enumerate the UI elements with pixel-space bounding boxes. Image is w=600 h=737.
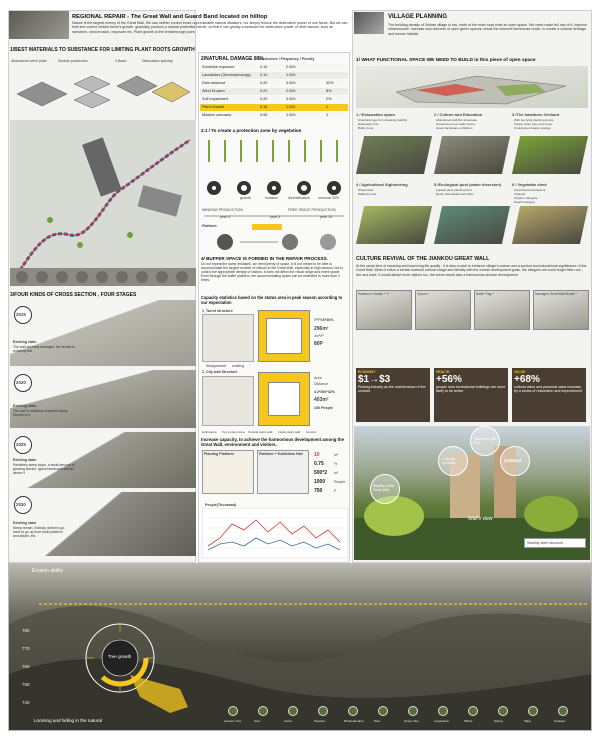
s1-label-4: Dislocation splicing — [142, 59, 173, 63]
plant-icon-label: Stipa — [524, 719, 531, 723]
erosion-title: Erosion ability — [32, 568, 64, 574]
plant-icon-label: Plants — [464, 719, 473, 723]
stat1-2: 296m² — [314, 326, 329, 332]
capacity-unit: m² — [334, 453, 339, 457]
plant-icon — [318, 706, 328, 716]
steel-structure-label: Stability steel structure — [527, 541, 564, 545]
stage-1-label: Existing state — [13, 340, 37, 344]
damage-name: Sunshine exposure — [202, 65, 235, 69]
stat-card-value: +56% — [436, 374, 462, 385]
stage-4-year: 2030 — [16, 502, 26, 507]
s3-title: 3/FOUR KINDS OF CROSS SECTION , FOUR STAGES — [10, 292, 137, 298]
veg-label-4: removal 20% — [318, 196, 339, 200]
stat-card-category: HEALTH — [436, 370, 450, 374]
stat-card-category: ECONOMY — [358, 370, 376, 374]
function-item: Abandoned wall film showcase — [436, 118, 478, 122]
stat1-4: 80P — [314, 341, 323, 347]
legend-b-2: Top surface Area — [222, 430, 245, 434]
culture-block — [356, 290, 412, 330]
culture-block-label: Battle Flag + — [476, 292, 494, 296]
function-title: 2 / Culture and Education — [434, 112, 483, 117]
visitor-chart-title: People(Thousand) — [205, 503, 237, 507]
city-wall-label: 2_City wall Structure — [202, 370, 238, 374]
plant-icon — [348, 706, 358, 716]
plant-icon — [438, 706, 448, 716]
damage-priority: 2% — [326, 97, 332, 101]
plant-icon — [228, 706, 238, 716]
tree-growth-label: Tree growth — [108, 654, 132, 659]
damage-priority: 8% — [326, 89, 332, 93]
capacity-unit: % — [334, 462, 338, 466]
function-item: Greenhouse tea made history — [436, 122, 476, 126]
function-item: Route (boardwalk and trails) — [436, 192, 474, 196]
function-title: 4 / Agricultural Sightseeing — [356, 182, 408, 187]
damage-frequency: 1.000 — [286, 73, 296, 77]
plant-icon — [528, 706, 538, 716]
stat-card-desc: Picking industry as the maintenance of the orchard — [358, 385, 426, 394]
plant-icon — [558, 706, 568, 716]
stage-2-year: 2020 — [16, 380, 26, 385]
panorama-caption: Looming and hiding in the natural — [34, 718, 102, 723]
stat-card — [434, 368, 508, 422]
platform-growth-diagram — [200, 232, 348, 252]
legend-b-5: Ground — [306, 430, 317, 434]
y-tick-770: 770 — [22, 646, 30, 651]
stat-card-value: $1→$3 — [358, 374, 391, 385]
damage-row — [200, 80, 348, 87]
culture-block-label: Sylvan + — [417, 292, 430, 296]
damage-row — [200, 104, 348, 111]
damage-frequency: 1.000 — [286, 105, 296, 109]
city-wall-diagram — [202, 376, 254, 426]
damage-name: Rain washout — [202, 81, 226, 85]
s1-label-3: 4 Basic — [115, 59, 127, 63]
culture-block — [474, 290, 530, 330]
plant-icon — [408, 706, 418, 716]
turret-plan-inner — [266, 318, 302, 354]
damage-priority: 1 — [326, 105, 329, 109]
capacity-unit: P — [334, 489, 337, 493]
function-item: Organic categorie — [514, 196, 538, 200]
plant-icon-label: Lespedeza — [434, 719, 449, 723]
damage-name: Mission corrosion — [202, 113, 232, 117]
culture-block-label: Hawthorn Garden + Y — [358, 292, 389, 296]
s1-title: 1/BEST MATERIALS TO SUBSTANCE FOR LIMITING PLANT ROOTS GROWTH — [10, 47, 195, 53]
function-item: Wheat field — [358, 188, 374, 192]
function-block-render — [434, 136, 510, 174]
damage-destructive: 0.20 — [260, 97, 268, 101]
stat-card — [512, 368, 586, 422]
damage-name: Landslides (Geomorphology) — [202, 73, 251, 77]
damage-destructive: 0.10 — [260, 73, 268, 77]
veg-label-2: invasion — [265, 196, 279, 200]
stage-2 — [10, 370, 196, 428]
damage-name: Soil Impairment — [202, 97, 229, 101]
plant-icon-label: Rhododendron — [344, 719, 364, 723]
function-item: Aquatic plant planting Pool — [436, 188, 472, 192]
function-item: Evacuation line — [358, 122, 379, 126]
plant-icon-label: Grasses — [554, 719, 566, 723]
stat-card-desc: people near recreational buildings are more likely to be active — [436, 385, 506, 394]
function-title: 3 /The hawthorn Orchard — [512, 112, 560, 117]
planting-platform-box — [202, 450, 254, 494]
stage-4 — [10, 492, 196, 556]
plant-icon-label: Spring — [494, 719, 503, 723]
legend-b-4: Inside stairs wall — [278, 430, 301, 434]
plant-icon-label: Grass Vine — [404, 719, 419, 723]
year-5: year 5 — [270, 215, 280, 219]
planting-platform-label: Planting Platform — [204, 452, 234, 456]
damage-row — [200, 72, 348, 79]
damage-row — [200, 88, 348, 95]
village-header-photo — [354, 12, 384, 34]
damage-name: Wind Erosion — [202, 89, 225, 93]
s2-title: 2/NATURAL DAMAGE 80% — [201, 56, 264, 62]
photo-label-3: Contrast — [504, 458, 522, 463]
damage-destructive: 0.10 — [260, 65, 268, 69]
stat-card-value: +68% — [514, 374, 540, 385]
damage-row — [200, 112, 348, 119]
stage-1 — [10, 300, 196, 366]
stage-1-year: 2015 — [16, 312, 26, 317]
stat2-2: Distance — [314, 382, 328, 386]
damage-frequency: 1.000 — [286, 113, 296, 117]
photo-caption: Wall's view — [468, 516, 493, 522]
stage-3 — [10, 432, 196, 488]
header-photo — [9, 11, 69, 39]
damage-frequency: 2.000 — [286, 89, 296, 93]
stage-1-desc: The wall severely damaged, the terrain is relatively flat — [13, 345, 75, 353]
function-item: Underground water storage — [514, 126, 551, 130]
city-wall-plan-inner — [268, 382, 300, 416]
cap-title: Capacity statistics based on the status area in peak season according to our expectation — [201, 295, 343, 305]
culture-block — [415, 290, 471, 330]
s4-text: Do not repeat the same mistakes, we need plenty of space .It is not meant to be able to accommodate the largest number of visitors to the Great Wall, especially in high season. but to control the appropriate density of visitors, it does not affect the visual range and event space. Even through the buffer platform, the accommodating space can be extended to more than 2 times. — [201, 262, 343, 283]
stat-card — [356, 368, 430, 422]
stat1-1: 7*7*16*36% — [314, 318, 334, 322]
function-title: 1 / Evacuation space — [356, 112, 396, 117]
left-title: REGIONAL REPAIR - The Great Wall and Guard Band located on hilltop — [72, 14, 268, 20]
plant-icon-label: Populus — [314, 719, 325, 723]
damage-destructive: 0.15 — [260, 105, 268, 109]
left-intro: Nature is the largest enemy of the Great Wall, We can neither control those unpredictable natural disasters, nor simply reduce the destructive power of one factor. But we can limit and control certain factor's growth, gradually produce a natural protective barrier, so that it can greatly counteract the destructive power of other factors, such as ramstorm, wind erosion, exposure etc. Plant growth is the breakthrough point. — [72, 21, 348, 34]
y-tick-750: 750 — [22, 682, 30, 687]
stat1-3: 4m²/P — [314, 334, 324, 338]
stage-3-desc: Relatively steep slope, a small amount of growing shrubs, typical destroyed tunnel above it — [13, 463, 75, 475]
window-production: WINDOW PRODUCTION — [202, 208, 243, 212]
function-item: Buffer zone — [358, 126, 374, 130]
damage-name: Plant Growth — [202, 105, 224, 109]
inc-title: Increase capacity, to achieve the harmonious development among the Great Wall, environment and visitors. — [201, 437, 344, 447]
stat2-4: 403m² — [314, 397, 329, 403]
plant-icon-label: Acer — [254, 719, 261, 723]
damage-frequency: 3.000 — [286, 81, 296, 85]
veg-label-3: diversification — [288, 196, 310, 200]
stage-2-label: Existing state — [13, 404, 37, 408]
damage-row — [200, 96, 348, 103]
stat2-5: 100 People — [314, 406, 333, 410]
damage-priority: 1 — [326, 113, 329, 117]
damage-destructive: 0.20 — [260, 89, 268, 93]
culture-block-label: Damaged Great Wall Model + — [535, 292, 577, 296]
stage-2-desc: The wall is relatively complete Many Shrubs in it — [13, 409, 68, 417]
damage-destructive: 0.20 — [260, 81, 268, 85]
culture-title: CULTURE REVIVAL OF THE JIANKOU GREAT WALL — [356, 256, 490, 262]
s2-cols: Destructive / Frequency / Priority — [258, 57, 315, 61]
function-item: Greenhouse framework — [514, 188, 546, 192]
steel-plate-diagram — [12, 64, 192, 119]
stat2-1: Area — [314, 376, 322, 380]
function-item: With low lying planting groove — [514, 118, 554, 122]
capacity-number: 500*2 — [314, 470, 328, 476]
legend-b-3: Outside stairs wall — [248, 430, 273, 434]
free-space-production: FREE SPACE PRODUCTION — [288, 208, 336, 212]
damage-frequency: 2.000 — [286, 65, 296, 69]
damage-row — [200, 64, 348, 71]
village-plan-drawing — [356, 66, 588, 108]
turret-label: 1_Turret structure — [202, 309, 233, 313]
capacity-number: 10 — [314, 452, 320, 458]
function-block-render — [356, 206, 432, 244]
capacity-number: 0.75 — [314, 461, 324, 467]
plant-icon-label: Lantern-Tree — [224, 719, 242, 723]
function-block-render — [356, 136, 432, 174]
legend-a-2: existing — [232, 364, 245, 368]
function-block-render — [434, 206, 510, 244]
capacity-number: 750 — [314, 488, 323, 494]
turret-diagram — [202, 314, 254, 362]
stat2-3: 4.2*300*32% — [314, 390, 335, 394]
legend-b-1: Embrasure — [202, 430, 217, 434]
photo-label-1: Education with Fun — [474, 437, 498, 445]
function-item: Green landscape exhibition — [436, 126, 473, 130]
function-item: Reach category — [514, 200, 536, 204]
damage-destructive: 0.06 — [260, 113, 268, 117]
village-intro: The building density of Xishan village is low, north of the main road exist an open space. We need make full use of it, improve infrastructure, increase and richness of open green spaces, break the inherent farmhouse mode, to create a cultural heritage and human habitat. — [388, 23, 588, 36]
s1-label-2: Module production — [58, 59, 88, 63]
s21-title: 2.1 / To create a protection zone by vegetation — [201, 128, 302, 133]
y-tick-760: 760 — [22, 664, 30, 669]
function-item: Channel — [514, 192, 526, 196]
year-0: year 0 — [220, 215, 230, 219]
function-title: 5 /Ecological pool (water diversion) — [434, 182, 502, 187]
y-tick-740: 740 — [22, 700, 30, 705]
plant-icon — [288, 706, 298, 716]
function-item: Walking route — [358, 192, 377, 196]
s1-label-1: Abandoned steel plate — [11, 59, 47, 63]
photo-label-4: Stability of the Great Wall — [373, 484, 395, 492]
village-title: VILLAGE PLANNING — [388, 14, 448, 20]
legend-a-1: disappeared — [206, 364, 226, 368]
platform-label: Platform — [202, 224, 217, 228]
damage-frequency: 3.000 — [286, 97, 296, 101]
plant-icon — [258, 706, 268, 716]
year-10: year 10 — [320, 215, 332, 219]
photo-label-2: Cultural symbols — [442, 457, 456, 465]
culture-text: At the same time of repairing and improving life quality , it is also crucial to enhance village's culture and a symbol and educational significance of the Great Wall. When it reach a certain material cultural image and identity with the overall development goals, the villagers not could forget their root , live and work. It would attract more visitors too, the scene would also a harmonious-circular development — [356, 264, 587, 277]
function-item: Supply water pipe and spray — [514, 122, 552, 126]
platform-tag — [252, 224, 282, 230]
stone-strip — [10, 268, 196, 286]
capacity-unit: m² — [334, 471, 339, 475]
wall-route-diagram — [10, 120, 196, 280]
exhibit-hall-box — [257, 450, 309, 494]
exhibit-hall-label: Platform + Exhibition Hall — [259, 452, 303, 456]
stat-card-desc: cultural value and personal value increase by a series of restoration and improvement — [514, 385, 583, 394]
plant-icon-label: Pine — [374, 719, 381, 723]
plant-icon — [468, 706, 478, 716]
capacity-unit: People — [334, 480, 346, 484]
vegetation-grid — [200, 136, 348, 226]
veg-label-1: growth — [240, 196, 251, 200]
stage-4-desc: Steep terrain, Nobody dared to go, have to go up from build platform and ladder, etc. — [13, 526, 66, 538]
plant-icon — [498, 706, 508, 716]
culture-block — [533, 290, 589, 330]
plant-icon-label: Carex — [284, 719, 293, 723]
plant-icon — [378, 706, 388, 716]
function-block-render — [512, 136, 588, 174]
stage-4-label: Existing state — [13, 521, 37, 525]
stage-3-label: Existing state — [13, 458, 37, 462]
capacity-number: 1000 — [314, 479, 326, 485]
stage-3-year: 2025 — [16, 442, 26, 447]
function-block-render — [512, 206, 588, 244]
stat-card-category: VALUE — [514, 370, 526, 374]
function-item: Structural type for increasing stability — [358, 118, 408, 122]
y-tick-780: 780 — [22, 628, 30, 633]
func-title: 1/ WHAT FUNCTIONAL SPACE WE NEED TO BUILD in this piece of open space — [356, 58, 536, 63]
function-title: 6 / Vegetable shed — [512, 182, 547, 187]
damage-priority: 32% — [326, 81, 334, 85]
s4-title: 4/ BUFFER SPACE IS FORMED IN THE REPAIR PROCESS. — [201, 256, 328, 261]
yellow-fan — [130, 675, 190, 715]
visitor-chart — [202, 508, 348, 558]
